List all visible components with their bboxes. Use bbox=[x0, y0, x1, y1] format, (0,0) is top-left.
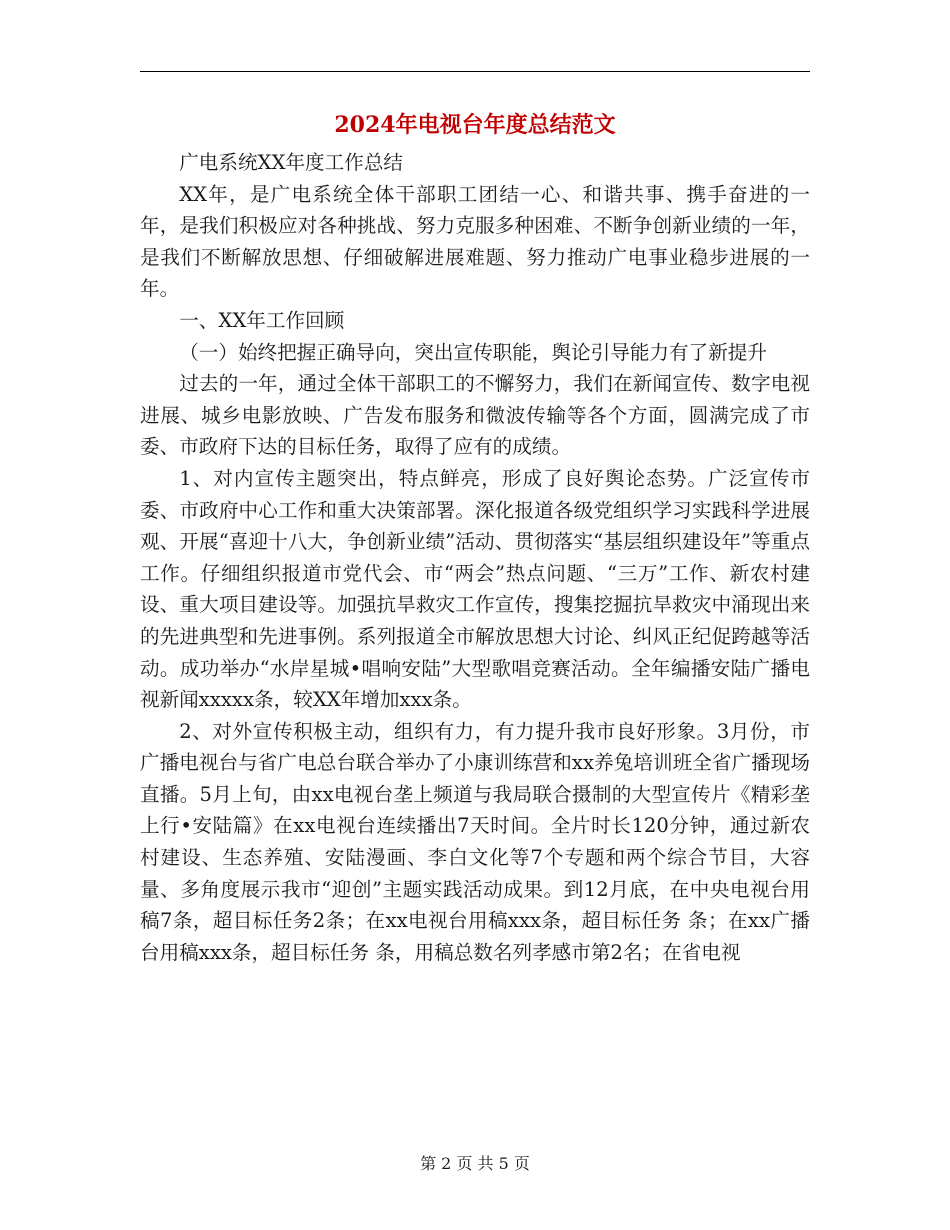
document-title: 2024年电视台年度总结范文 bbox=[334, 112, 616, 138]
footer-label-pages: 页 bbox=[513, 1154, 530, 1173]
header-rule bbox=[140, 71, 810, 72]
page-number-footer bbox=[140, 1153, 810, 1175]
body-paragraph-intro: XX年，是广电系统全体干部职工团结一心、和谐共事、携手奋进的一年，是我们积极应对各种挑战、努力克服多种困难、不断争创新业绩的一年，是我们不断解放思想、仔细破解进展难题、努力推动广电事业稳步进展的一年。 bbox=[140, 182, 810, 301]
body-paragraph-past-year: 过去的一年，通过全体干部职工的不懈努力，我们在新闻宣传、数字电视进展、城乡电影放映、广告发布服务和微波传输等各个方面，圆满完成了市委、市政府下达的目标任务，取得了应有的成绩。 bbox=[140, 372, 810, 459]
footer-label-page: 第 bbox=[420, 1154, 437, 1173]
document-body bbox=[140, 147, 810, 968]
footer-current-page: 2 bbox=[441, 1154, 452, 1173]
footer-total-pages: 5 bbox=[498, 1154, 509, 1173]
body-paragraph-external-publicity: 2、对外宣传积极主动，组织有力，有力提升我市良好形象。3月份，市广播电视台与省广电总台联合举办了小康训练营和xx养兔培训班全省广播现场直播。5月上旬，由xx电视台垄上频道与我局联合摄制的大型宣传片《精彩垄上行•安陆篇》在xx电视台连续播出7天时间。全片时长120分钟，通过新农村建设、生态养殖、安陆漫画、李白文化等7个专题和两个综合节目，大容量、多角度展示我市“迎创”主题实践活动成果。到12月底，在中央电视台用稿7条，超目标任务2条；在xx电视台用稿xxx条，超目标任务 条；在xx广播台用稿xxx条，超目标任务 条，用稿总数名列孝感市第2名；在省电视 bbox=[140, 719, 810, 964]
footer-label-of: 页 共 bbox=[456, 1154, 494, 1173]
section-heading-review: 一、XX年工作回顾 bbox=[179, 308, 345, 332]
subsection-heading-guidance: （一）始终把握正确导向，突出宣传职能，舆论引导能力有了新提升 bbox=[179, 340, 767, 364]
body-paragraph-subtitle: 广电系统XX年度工作总结 bbox=[179, 151, 404, 174]
body-paragraph-internal-publicity: 1、对内宣传主题突出，特点鲜亮，形成了良好舆论态势。广泛宣传市委、市政府中心工作和重大决策部署。深化报道各级党组织学习实践科学进展观、开展“喜迎十八大，争创新业绩”活动、贯彻落实“基层组织建设年”等重点工作。仔细组织报道市党代会、市“两会”热点问题、“三万”工作、新农村建设、重大项目建设等。加强抗旱救灾工作宣传，搜集挖掘抗旱救灾中涌现出来的先进典型和先进事例。系列报道全市解放思想大讨论、纠风正纪促跨越等活动。成功举办“水岸星城•唱响安陆”大型歌唱竞赛活动。全年编播安陆广播电视新闻xxxxx条，较XX年增加xxx条。 bbox=[140, 466, 810, 712]
